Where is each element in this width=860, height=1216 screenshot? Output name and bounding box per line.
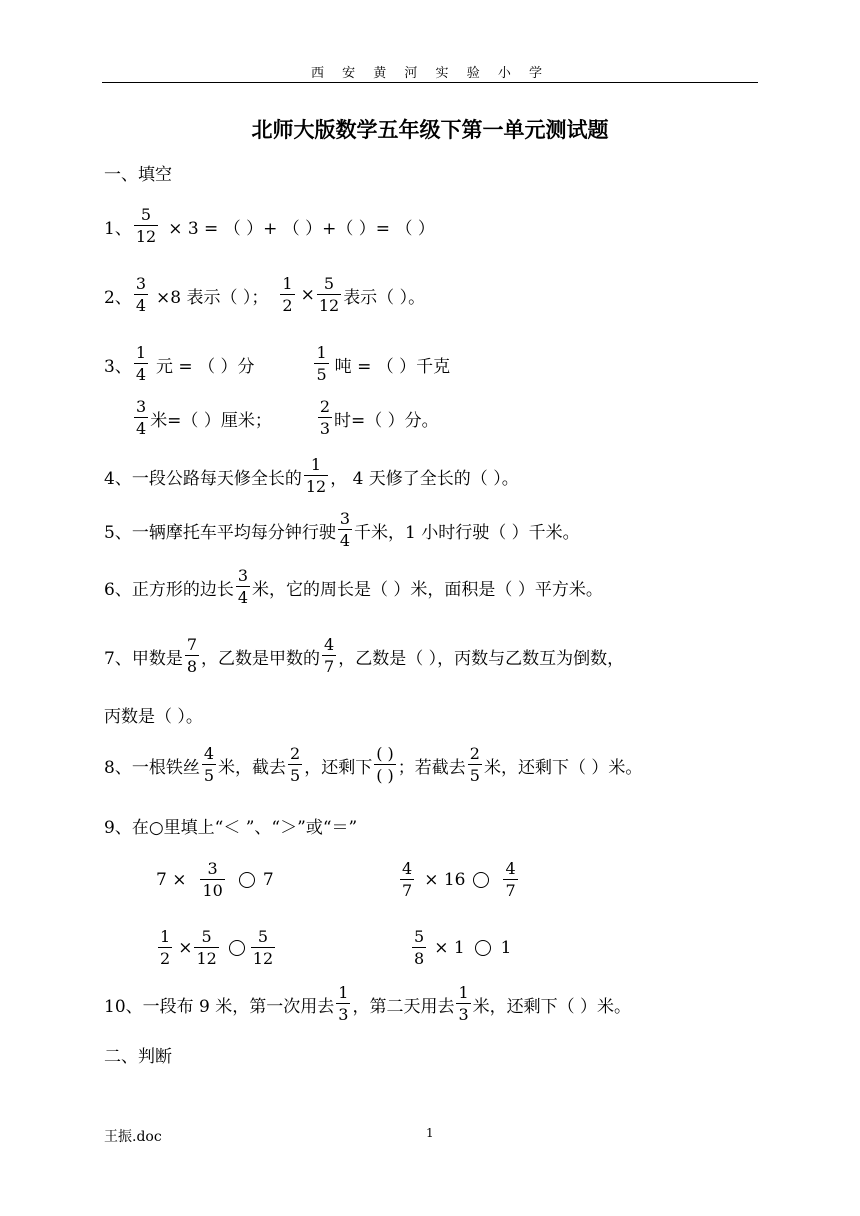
compare-circle-icon[interactable] [475,940,491,956]
fraction [194,929,218,967]
fraction [134,345,148,383]
question-2: 2、 $\frac{3}{4}$ ×8 表示（ ）； $\frac{1}{2}$ × $\frac{5}{12}$ 表示（ ）。 [104,274,426,315]
fraction [412,929,426,967]
fraction-denominator: 4 [237,588,249,607]
section-judge-heading: 二、判断 [104,1046,172,1067]
fraction [134,207,158,245]
fraction-denominator: 4 [136,419,147,438]
fraction [158,929,172,967]
fraction-numerator: 1 [135,343,147,362]
question-4: 4、一段公路每天修全长的 $\frac{1}{12}$ ， 4 天修了全长的（ ）。 [104,455,519,496]
fraction-numerator: 1 [458,983,469,1002]
fraction-numerator: 1 [310,455,322,474]
fraction-blank [374,746,396,784]
fraction [456,985,470,1023]
question-7-continued: 丙数是（ ）。 [104,706,203,727]
fraction [288,746,302,784]
fraction-numerator: 1 [338,983,349,1002]
fraction-denominator: 2 [160,949,171,968]
comparison-2: $\frac{4}{7}$ × 16 $\frac{4}{7}$ [402,859,516,900]
fraction [134,276,148,314]
fraction [468,746,482,784]
question-6: 6、正方形的边长 $\frac{3}{4}$ 米，它的周长是（ ）米，面积是（ ）平方米。 [104,566,603,607]
fraction-numerator: 1 [316,343,327,362]
question-1: 1、 $\frac{5}{12}$ × 3 = （ ）+ （ ）+（ ）= （ ） [104,205,435,246]
fraction-denominator: 7 [505,881,516,900]
fraction-denominator: 12 [318,296,340,315]
fraction [304,457,328,495]
fraction-numerator: 2 [319,397,331,416]
fraction-denominator: 8 [186,657,198,676]
question-5: 5、一辆摩托车平均每分钟行驶 $\frac{3}{4}$ 千米，1 小时行驶（ ）千米。 [104,509,580,550]
question-8: 8、一根铁丝 $\frac{4}{5}$ 米，截去 $\frac{2}{5}$ ，还剩下 $\frac{( )}{( )}$ ；若截去 $\frac{2}{5}$ 米，还剩下（ ）米。 [104,744,643,785]
fraction-denominator: 12 [196,949,217,968]
fraction [322,637,336,675]
section-fill-heading: 一、填空 [104,164,172,185]
fraction-denominator: 4 [339,531,351,550]
fraction-numerator: 7 [186,635,198,654]
fraction-numerator: 3 [339,509,351,528]
fraction-denominator: 5 [316,365,327,384]
fraction [185,637,199,675]
fraction-denominator: 10 [202,881,223,900]
fraction-denominator: 7 [402,881,413,900]
fraction-numerator: 3 [207,859,218,878]
fraction-denominator: ( ) [376,766,394,785]
fraction-denominator: 4 [135,365,147,384]
fraction [314,345,328,383]
fraction-numerator: 4 [324,635,335,654]
fraction-numerator: 4 [505,859,516,878]
fraction [338,511,352,549]
fraction-denominator: 3 [319,419,331,438]
fraction [400,861,414,899]
fraction-numerator: ( ) [376,744,394,763]
comparison-1: 7 × $\frac{3}{10}$ 7 [156,859,274,900]
fraction-denominator: 5 [203,766,215,785]
fraction [317,276,341,314]
fraction-denominator: 5 [290,766,301,785]
fraction [503,861,517,899]
fraction-numerator: 1 [160,927,171,946]
fraction-numerator: 5 [323,274,335,293]
comparison-4: $\frac{5}{8}$ × 1 1 [414,927,512,968]
compare-circle-icon[interactable] [473,872,489,888]
fraction-numerator: 4 [402,859,413,878]
fraction-denominator: 2 [282,296,293,315]
compare-circle-icon[interactable] [239,872,255,888]
fraction-numerator: 5 [257,927,269,946]
fraction-denominator: 3 [458,1005,469,1024]
fraction-numerator: 3 [136,397,147,416]
question-7: 7、甲数是 $\frac{7}{8}$ ，乙数是甲数的 $\frac{4}{7}$ ，乙数是（ ），丙数与乙数互为倒数， [104,635,625,676]
fraction [336,985,350,1023]
fraction-numerator: 3 [237,566,249,585]
fraction [134,399,148,437]
fraction-numerator: 1 [282,274,293,293]
comparison-3: $\frac{1}{2}$ × $\frac{5}{12}$ $\frac{5}{12}$ [160,927,274,968]
page-title: 北师大版数学五年级下第一单元测试题 [251,118,609,142]
fraction-denominator: 4 [135,296,147,315]
fraction [280,276,294,314]
footer-filename: 王振.doc [104,1129,162,1145]
fraction-denominator: 5 [469,766,480,785]
footer-page-number: 1 [426,1126,434,1140]
fraction-numerator: 2 [290,744,301,763]
question-9: 9、在○里填上“＜ ”、“＞”或“＝” [104,817,358,838]
fraction-denominator: 3 [338,1005,349,1024]
fraction-denominator: 8 [414,949,425,968]
fraction [318,399,332,437]
compare-circle-icon[interactable] [229,940,245,956]
fraction-denominator: 12 [305,477,327,496]
fraction-numerator: 3 [135,274,147,293]
question-3-row-2: $\frac{3}{4}$ 米=（ ）厘米； $\frac{2}{3}$ 时=（ ）分。 [136,397,439,438]
fraction-numerator: 4 [203,744,215,763]
fraction-numerator: 5 [140,205,152,224]
header-school-name: 西 安 黄 河 实 验 小 学 [311,66,549,81]
fraction-numerator: 5 [414,927,425,946]
fraction [236,568,250,606]
fraction-numerator: 5 [201,927,212,946]
fraction [202,746,216,784]
header-rule [102,82,758,83]
question-10: 10、一段布 9 米，第一次用去 $\frac{1}{3}$ ，第二天用去 $\frac{1}{3}$ 米，还剩下（ ）米。 [104,983,632,1024]
fraction [251,929,275,967]
fraction-denominator: 12 [135,227,157,246]
fraction [200,861,224,899]
fraction-denominator: 12 [252,949,274,968]
fraction-numerator: 2 [469,744,480,763]
fraction-denominator: 7 [324,657,335,676]
question-3-row-1: 3、 $\frac{1}{4}$ 元 = （ ）分 $\frac{1}{5}$ 吨 = （ ）千克 [104,343,451,384]
